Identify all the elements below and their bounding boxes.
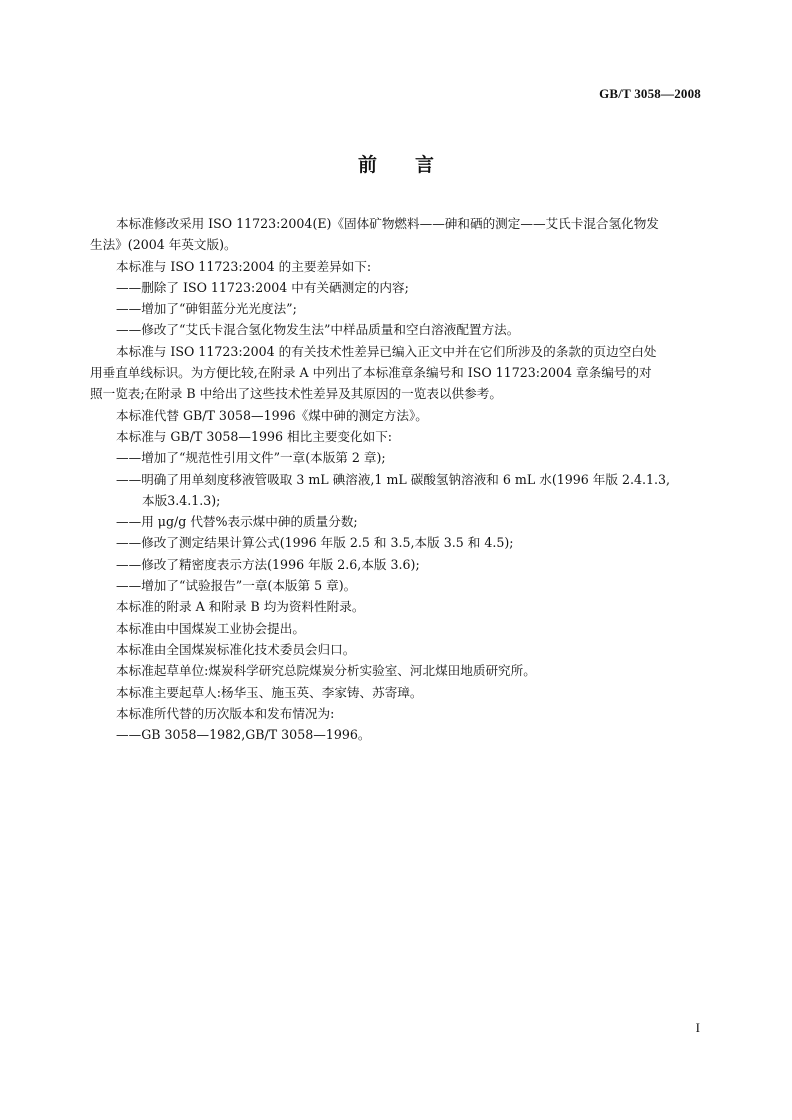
list-item: ——GB 3058—1982,GB/T 3058—1996。 xyxy=(116,727,371,743)
list-item-continuation: 本版3.4.1.3); xyxy=(142,492,221,508)
paragraph-continuation: 用垂直单线标识。为方便比较,在附录 A 中列出了本标准章条编号和 ISO 11723:2004 章条编号的对 xyxy=(90,365,652,381)
paragraph: 本标准的附录 A 和附录 B 均为资料性附录。 xyxy=(116,599,365,615)
paragraph: 本标准与 ISO 11723:2004 的有关技术性差异已编入正文中并在它们所涉及的条款的页边空白处 xyxy=(116,343,657,359)
list-item: ——用 μg/g 代替%表示煤中砷的质量分数; xyxy=(116,514,358,530)
standard-code: GB/T 3058—2008 xyxy=(599,86,701,101)
paragraph: 本标准修改采用 ISO 11723:2004(E)《固体矿物燃料——砷和硒的测定——艾氏卡混合氢化物发 xyxy=(116,216,659,231)
paragraph: 本标准与 ISO 11723:2004 的主要差异如下: xyxy=(116,258,372,274)
list-item: ——增加了“规范性引用文件”一章(本版第 2 章); xyxy=(116,450,386,466)
foreword-body xyxy=(90,213,708,745)
paragraph: 本标准与 GB/T 3058—1996 相比主要变化如下: xyxy=(116,428,393,444)
paragraph-continuation: 照一览表;在附录 B 中给出了这些技术性差异及其原因的一览表以供参考。 xyxy=(90,386,502,402)
page-number: I xyxy=(695,1020,700,1035)
paragraph: 本标准代替 GB/T 3058—1996《煤中砷的测定方法》。 xyxy=(116,407,428,423)
list-item: ——修改了测定结果计算公式(1996 年版 2.5 和 3.5,本版 3.5 和 4.5); xyxy=(116,535,514,551)
page-title: 前言 xyxy=(357,154,472,176)
paragraph: 本标准由全国煤炭标准化技术委员会归口。 xyxy=(116,641,356,657)
paragraph: 本标准起草单位:煤炭科学研究总院煤炭分析实验室、河北煤田地质研究所。 xyxy=(116,663,536,679)
list-item: ——增加了“砷钼蓝分光光度法”; xyxy=(116,301,297,317)
paragraph: 本标准主要起草人:杨华玉、施玉英、李家铸、苏寄璋。 xyxy=(116,684,423,700)
paragraph: 本标准所代替的历次版本和发布情况为: xyxy=(116,705,335,721)
list-item: ——明确了用单刻度移液管吸取 3 mL 碘溶液,1 mL 碳酸氢钠溶液和 6 mL 水(1996 年版 2.4.1.3, xyxy=(116,471,671,487)
paragraph-continuation: 生法》(2004 年英文版)。 xyxy=(90,237,237,253)
paragraph: 本标准由中国煤炭工业协会提出。 xyxy=(116,620,305,636)
list-item: ——修改了“艾氏卡混合氢化物发生法”中样品质量和空白溶液配置方法。 xyxy=(116,322,520,338)
list-item: ——删除了 ISO 11723:2004 中有关硒测定的内容; xyxy=(116,279,409,295)
list-item: ——增加了“试验报告”一章(本版第 5 章)。 xyxy=(116,578,357,594)
list-item: ——修改了精密度表示方法(1996 年版 2.6,本版 3.6); xyxy=(116,556,420,572)
